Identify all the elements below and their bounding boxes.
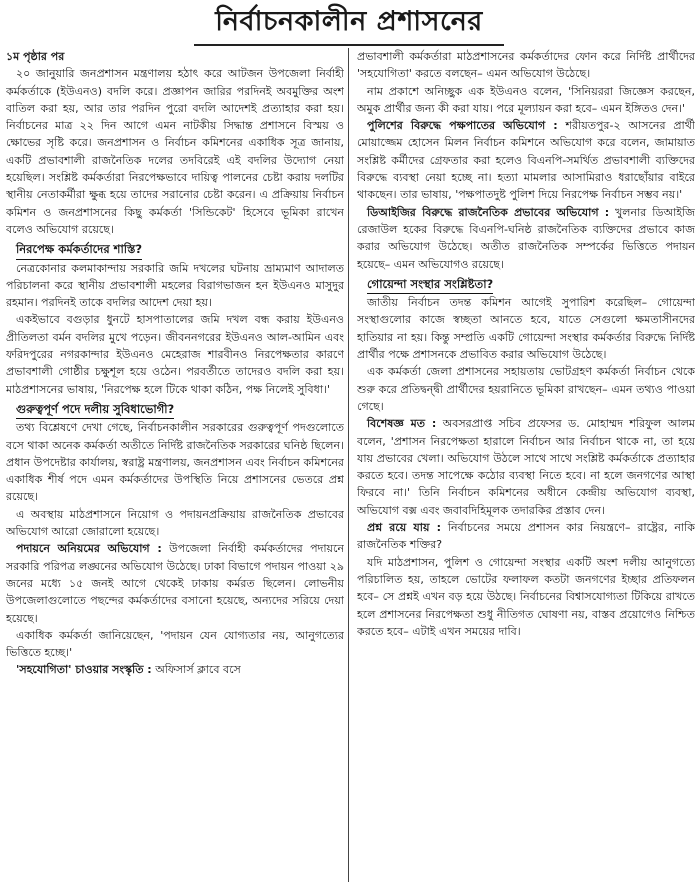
headline-underline (194, 44, 504, 46)
paragraph-text: উপজেলা নির্বাহী কর্মকর্তাদের পদায়নে সরকারি পরিপত্র লঙ্ঘনের অভিযোগ উঠেছে। ঢাকা বিভাগে পদায়ন পাওয়া ২৯ জনের মধ্যে ১৫ জনই আগে থেকেই ঢাকায় কর্মরত ছিলেন। লোভনীয় উপজেলাগুলোতে পছন্দের কর্মকর্তাদের বসানো হয়েছে, অন্যদের সরিয়ে দেয়া হয়েছে। (6, 542, 344, 625)
paragraph (357, 415, 695, 519)
paragraph: নেত্রকোনার কলমাকান্দায় সরকারি জমি দখলের ঘটনায় ভ্রাম্যমাণ আদালত পরিচালনা করে স্থানীয় প্রভাবশালী মহলের বিরাগভাজন হন ইউএনও মাসুদুর রহমান। পরদিনই তাকে বদলির আদেশ দেয়া হয়। (6, 261, 344, 310)
paragraph: প্রভাবশালী কর্মকর্তারা মাঠপ্রশাসনের কর্মকর্তাদের ফোন করে নির্দিষ্ট প্রার্থীদের 'সহযোগিতা' করতে বলছেন– এমন অভিযোগ উঠেছে। (357, 50, 695, 81)
paragraph-text: খুলনার ডিআইজি রেজাউল হকের বিরুদ্ধে বিএনপি-ঘনিষ্ঠ রাজনৈতিক ব্যক্তিদের প্রভাবে কাজ করার অভিযোগ উঠেছে। অতীত রাজনৈতিক সম্পর্কের ভিত্তিতে পদায়ন হয়েছে– এমন অভিযোগও রয়েছে। (357, 205, 695, 271)
inline-heading: বিশেষজ্ঞ মত : (367, 417, 437, 431)
paragraph (6, 48, 344, 65)
subheading: গুরুত্বপূর্ণ পদে দলীয় সুবিধাভোগী? (16, 401, 174, 419)
paragraph: যদি মাঠপ্রশাসন, পুলিশ ও গোয়েন্দা সংস্থার একটি অংশ দলীয় আনুগত্যে পরিচালিত হয়, তাহলে ভোটের ফলাফল কতটা জনগণের ইচ্ছার প্রতিফলন হবে– সে প্রশ্নই এখন বড় হয়ে উঠছে। নির্বাচনের বিশ্বাসযোগ্যতা টিকিয়ে রাখতে হলে প্রশাসনের নিরপেক্ষতা শুধু নীতিগত ঘোষণা নয়, বাস্তব প্রয়োগেও নিশ্চিত করতে হবে– এটাই এখন সময়ের দাবি। (357, 555, 695, 638)
paragraph: একাধিক কর্মকর্তা জানিয়েছেন, 'পদায়ন যেন যোগ্যতার নয়, আনুগত্যের ভিত্তিতে হচ্ছে।' (6, 628, 344, 660)
paragraph: জাতীয় নির্বাচন তদন্ত কমিশন আগেই সুপারিশ করেছিল– গোয়েন্দা সংস্থাগুলোর কাজে স্বচ্ছতা আনতে হবে, যাতে সেগুলো ক্ষমতাসীনদের হাতিয়ার না হয়। কিন্তু সম্প্রতি একটি গোয়েন্দা সংস্থার কর্মকর্তার বিরুদ্ধে নির্দিষ্ট প্রার্থীর পক্ষে প্রশাসনকে প্রভাবিত করার অভিযোগ উঠেছে। (357, 296, 695, 362)
left-column (6, 48, 344, 884)
inline-heading: ডিআইজির বিরুদ্ধে রাজনৈতিক প্রভাবের অভিযোগ : (367, 205, 610, 219)
paragraph-text: শরীয়তপুর-২ আসনের প্রার্থী মোয়াজ্জেম হোসেন মিলন নির্বাচন কমিশনে অভিযোগ করে বলেন, জামায়াত সংশ্লিষ্ট কর্মীদের গ্রেফতার করা হলেও বিএনপি-সমর্থিত প্রভাবশালী ব্যক্তিদের বিরুদ্ধে ব্যবস্থা নেয়া হচ্ছে না। হত্যা মামলার আসামিরাও ধরাছোঁয়ার বাইরে থাকছেন। তার ভাষায়, 'পক্ষপাতদুষ্ট পুলিশ দিয়ে নিরপেক্ষ নির্বাচন সম্ভব নয়।' (357, 119, 695, 202)
paragraph: এ অবস্থায় মাঠপ্রশাসনে নিয়োগ ও পদায়নপ্রক্রিয়ায় রাজনৈতিক প্রভাবের অভিযোগ আরো জোরালো হয়েছে। (6, 507, 344, 539)
paragraph (6, 540, 344, 626)
paragraph: তথ্য বিশ্লেষণে দেখা গেছে, নির্বাচনকালীন সরকারের গুরুত্বপূর্ণ পদগুলোতে বসে থাকা অনেক কর্মকর্তা অতীতে নির্দিষ্ট রাজনৈতিক সরকারের ঘনিষ্ঠ ছিলেন। প্রধান উপদেষ্টার কার্যালয়, স্বরাষ্ট্র মন্ত্রণালয়, জনপ্রশাসন এবং নির্বাচন কমিশনের একাধিক শীর্ষ পদে এমন কর্মকর্তাদের উপস্থিতি নিয়ে প্রশাসনের ভেতরে প্রশ্ন রয়েছে। (6, 421, 344, 504)
inline-heading: প্রশ্ন রয়ে যায় : (367, 521, 441, 535)
column-divider (348, 48, 349, 882)
paragraph-text: অফিসার্স ক্লাবে বসে (155, 663, 241, 677)
inline-heading: 'সহযোগিতা' চাওয়ার সংস্কৃতি : (16, 663, 152, 677)
paragraph (6, 661, 344, 678)
paragraph: নাম প্রকাশে অনিচ্ছুক এক ইউএনও বলেন, 'সিনিয়ররা জিজ্ঞেস করছেন, অমুক প্রার্থীর জন্য কী করা যায়। পরে মূল্যায়ন করা হবে– এমন ইঙ্গিতও দেন।' (357, 84, 695, 115)
subheading: গোয়েন্দা সংস্থার সংশ্লিষ্টতা? (367, 276, 493, 294)
paragraph-text: নির্বাচনের সময়ে প্রশাসন কার নিয়ন্ত্রণে– রাষ্ট্রের, নাকি রাজনৈতিক শক্তির? (357, 521, 695, 552)
subheading: নিরপেক্ষ কর্মকর্তাদের শাস্তি? (16, 241, 142, 259)
paragraph (357, 519, 695, 554)
paragraph-text: অবসরপ্রাপ্ত সচিব প্রফেসর ড. মোহাম্মদ শরিফুল আলম বলেন, 'প্রশাসন নিরপেক্ষতা হারালে নির্বাচন আর নির্বাচন থাকে না, তা হয়ে যায় প্রভাবের খেলা। অভিযোগ উঠলে সাথে সাথে সংশ্লিষ্ট কর্মকর্তাকে প্রত্যাহার করতে হবে। তদন্ত সাপেক্ষে কঠোর ব্যবস্থা নিতে হবে। না হলে জনগণের আস্থা ফিরবে না।' তিনি নির্বাচন কমিশনের অধীনে কেন্দ্রীয় অভিযোগ ব্যবস্থা, অভিযোগ বক্স এবং জবাবদিহিমূলক তদারকির প্রস্তাব দেন। (357, 417, 695, 517)
paragraph (357, 204, 695, 273)
headline: নির্বাচনকালীন প্রশাসনের (215, 6, 483, 37)
inline-heading: পদায়নে অনিয়মের অভিযোগ : (16, 542, 162, 556)
paragraph (357, 117, 695, 203)
paragraph: একইভাবে বগুড়ার ধুনটে হাসপাতালের জমি দখল বন্ধ করায় ইউএনও প্রীতিলতা বর্মন বদলির মুখে পড়েন। জীবননগরের ইউএনও আল-আমিন এবং ফরিদপুরের নগরকান্দার ইউএনও মেহেরাজ শারবীনও নিরপেক্ষতার কারণে প্রভাবশালী গোষ্ঠীর চক্ষুশূল হয়ে ওঠেন। পরবর্তীতে তাদেরও বদলি করা হয়। মাঠপ্রশাসনের ভাষায়, 'নিরপেক্ষ হলে টিকে থাকা কঠিন, পক্ষ নিলেই সুবিধা।' (6, 313, 344, 396)
right-column (357, 48, 695, 884)
continued-label: ১ম পৃষ্ঠার পর (6, 50, 65, 63)
paragraph: এক কর্মকর্তা জেলা প্রশাসনের সহায়তায় ভোটগ্রহণ কর্মকর্তা নির্বাচন থেকে শুরু করে প্রতিদ্বন্দ্বী প্রার্থীদের হয়রানিতে ভূমিকা রাখছেন– এমন তথ্যও পাওয়া গেছে। (357, 365, 695, 413)
inline-heading: পুলিশের বিরুদ্ধে পক্ষপাতের অভিযোগ : (367, 119, 558, 133)
paragraph: ২০ জানুয়ারি জনপ্রশাসন মন্ত্রণালয় হঠাৎ করে আটজন উপজেলা নির্বাহী কর্মকর্তাকে (ইউএনও) বদলি করে। প্রজ্ঞাপন জারির পরদিনই অবমুক্তির অংশ বাতিল করা হয়, আর তার পরদিন পুরো বদলি আদেশই প্রত্যাহার করা হয়। নির্বাচনের মাত্র ২২ দিন আগে এমন নাটকীয় সিদ্ধান্ত প্রশাসনে বিস্ময় ও ক্ষোভের সৃষ্টি করে। জনপ্রশাসন ও নির্বাচন কমিশনের একাধিক সূত্র জানায়, একটি প্রভাবশালী রাজনৈতিক দলের তদবিরেই এই বদলির উদ্যোগ নেয়া হয়েছিল। সংশ্লিষ্ট কর্মকর্তারা নিরপেক্ষভাবে দায়িত্ব পালনের চেষ্টা করায় দলটির স্থানীয় নেতাকর্মীরা ক্ষুব্ধ হয়ে তাদের সরানোর চেষ্টা করেন। এ প্রক্রিয়ায় নির্বাচন কমিশন ও জনপ্রশাসনের কিছু কর্মকর্তা 'সিন্ডিকেট' হিসেবে ভূমিকা রাখেন বলেও অভিযোগ রয়েছে। (6, 67, 344, 236)
